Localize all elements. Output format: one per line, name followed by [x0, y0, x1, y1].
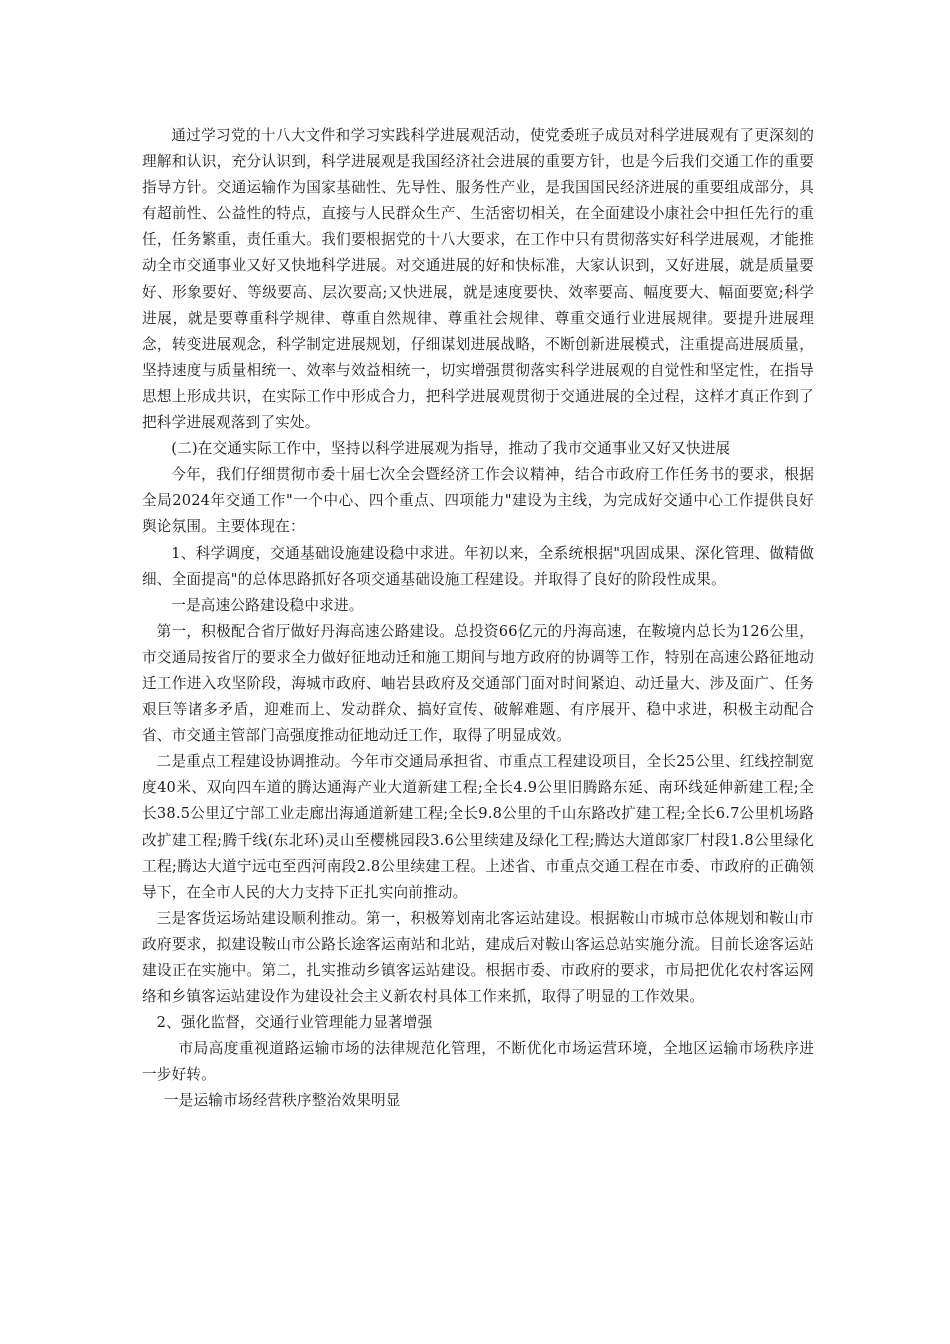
paragraph-highway-heading: 一是高速公路建设稳中求进。 — [171, 596, 364, 614]
paragraph-scientific-development: 通过学习党的十八大文件和学习实践科学进展观活动，使党委班子成员对科学进展观有了更深刻的理解和认识，充分认识到，科学进展观是我国经济社会进展的重要方针，也是今后我们交通工作的重要指导方针。交通运输作为国家基础性、先导性、服务性产业，是我国国民经济进展的重要组成部分，具有超前性、公益性的特点，直接与人民群众生产、生活密切相关，在全面建设小康社会中担任先行的重任，任务繁重，责任重大。我们要根据党的十八大要求，在工作中只有贯彻落实好科学进展观，才能推动全市交通事业又好又快地科学进展。对交通进展的好和快标准，大家认识到，又好进展，就是质量要好、形象要好、等级要高、层次要高;又快进展，就是速度要快、效率要高、幅度要大、幅面要宽;科学进展，就是要尊重科学规律、尊重自然规律、尊重社会规律、尊重交通行业进展规律。要提升进展理念，转变进展观念，科学制定进展规划，仔细谋划进展战略，不断创新进展模式，注重提高进展质量，坚持速度与质量相统一、效率与效益相统一，切实增强贯彻落实科学进展观的自觉性和坚定性，在指导思想上形成共识，在实际工作中形成合力，把科学进展观贯彻于交通进展的全过程，这样才真正作到了把科学进展观落到了实处。 — [142, 127, 814, 432]
section-heading-2: (二)在交通实际工作中，坚持以科学进展观为指导，推动了我市交通事业又好又快进展 — [171, 440, 731, 458]
paragraph-danhai-highway: 第一，积极配合省厅做好丹海高速公路建设。总投资66亿元的丹海高速，在鞍境内总长为126公里，市交通局按省厅的要求全力做好征地动迁和施工期间与地方政府的协调等工作，特别在高速公路征地动迁工作进入攻坚阶段，海城市政府、岫岩县政府及交通部门面对时间紧迫、动迁量大、涉及面广、任务艰巨等诸多矛盾，迎难而上、发动群众、搞好宣传、破解难题、有序展开、稳中求进，积极主动配合省、市交通主管部门高强度推动征地动迁工作，取得了明显成效。 — [142, 622, 814, 745]
paragraph-market-regulation: 市局高度重视道路运输市场的法律规范化管理，不断优化市场运营环境，全地区运输市场秩序进一步好转。 — [142, 1040, 814, 1084]
paragraph-supervision-heading: 2、强化监督，交通行业管理能力显著增强 — [156, 1014, 433, 1032]
paragraph-market-order-heading: 一是运输市场经营秩序整治效果明显 — [163, 1092, 401, 1110]
paragraph-infrastructure: 1、科学调度，交通基础设施建设稳中求进。年初以来，全系统根据"巩固成果、深化管理、做精做细、全面提高"的总体思路抓好各项交通基础设施工程建设。并取得了良好的阶段性成果。 — [142, 544, 814, 588]
document-body — [142, 123, 814, 1115]
paragraph-this-year: 今年，我们仔细贯彻市委十届七次全会暨经济工作会议精神，结合市政府工作任务书的要求，根据全局2024年交通工作"一个中心、四个重点、四项能力"建设为主线，为完成好交通中心工作提供良好舆论氛围。主要体现在： — [142, 466, 814, 536]
paragraph-key-projects: 二是重点工程建设协调推动。今年市交通局承担省、市重点工程建设项目，全长25公里、红线控制宽度40米、双向四车道的腾达通海产业大道新建工程;全长4.9公里旧腾路东延、南环线延伸新建工程;全长38.5公里辽宁部工业走廊出海通道新建工程;全长9.8公里的千山东路改扩建工程;全长6.7公里机场路改扩建工程;腾千线(东北环)灵山至樱桃园段3.6公里续建及绿化工程;腾达大道郎家厂村段1.8公里绿化工程;腾达大道宁远屯至西河南段2.8公里续建工程。上述省、市重点交通工程在市委、市政府的正确领导下，在全市人民的大力支持下正扎实向前推动。 — [142, 753, 814, 901]
paragraph-passenger-stations: 三是客货运场站建设顺利推动。第一，积极筹划南北客运站建设。根据鞍山市城市总体规划和鞍山市政府要求，拟建设鞍山市公路长途客运南站和北站，建成后对鞍山客运总站实施分流。目前长途客运站建设正在实施中。第二，扎实推动乡镇客运站建设。根据市委、市政府的要求，市局把优化农村客运网络和乡镇客运站建设作为建设社会主义新农村具体工作来抓，取得了明显的工作效果。 — [142, 909, 814, 1006]
